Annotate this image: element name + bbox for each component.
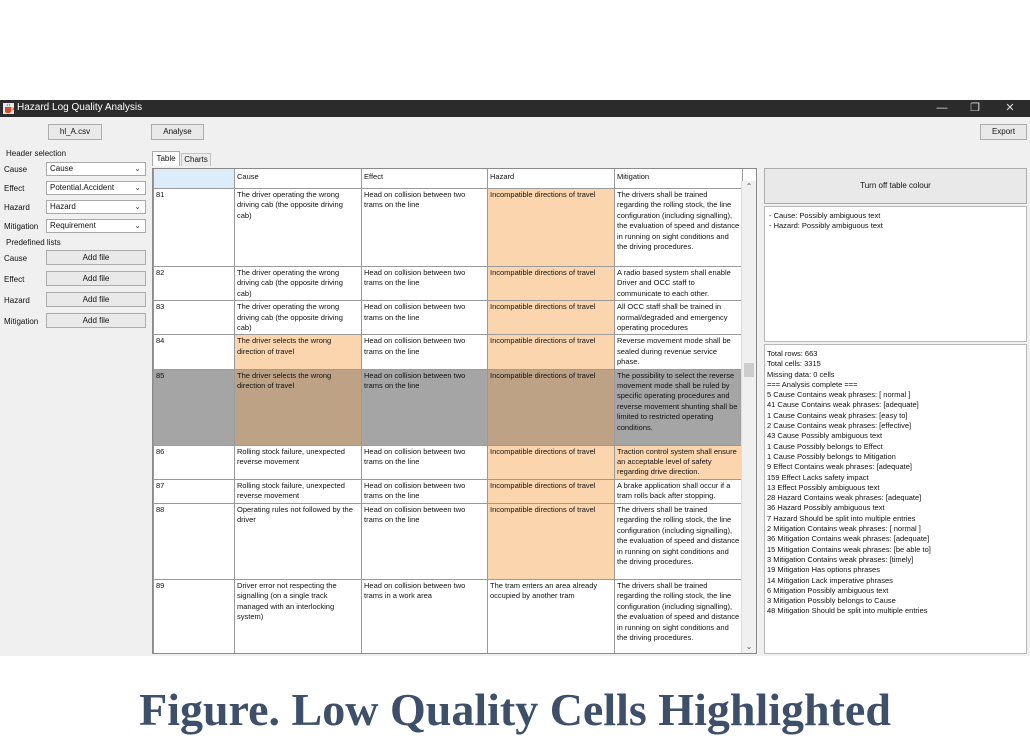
effect-field-label: Effect [4, 184, 25, 193]
mitigation-list-label: Mitigation [4, 317, 39, 326]
add-mitigation-file-button[interactable]: Add file [46, 313, 146, 328]
table-row[interactable] [154, 479, 743, 503]
hazard-cell-flagged[interactable]: Incompatible directions of travel [488, 503, 615, 579]
table-row[interactable] [154, 189, 743, 267]
cause-field-label: Cause [4, 165, 28, 174]
column-header-index[interactable] [154, 169, 235, 189]
effect-cell[interactable]: Head on collision between two trams on the line [362, 503, 488, 579]
summary-line: Missing data: 0 cells [767, 369, 835, 379]
hazard-cell-flagged[interactable]: Incompatible directions of travel [488, 301, 615, 335]
summary-line: 48 Mitigation Should be split into multiple entries [767, 606, 928, 616]
hazard-cell-flagged[interactable]: Incompatible directions of travel [488, 445, 615, 479]
cause-cell[interactable]: The driver operating the wrong driving cab (the opposite driving cab) [235, 267, 362, 301]
chevron-down-icon: ⌄ [134, 164, 141, 173]
hazard-field-label: Hazard [4, 203, 30, 212]
column-header-hazard[interactable]: Hazard [488, 169, 615, 189]
cause-cell-flagged[interactable]: The driver selects the wrong direction of travel [235, 335, 362, 369]
column-header-effect[interactable]: Effect [362, 169, 488, 189]
figure-caption: Figure. Low Quality Cells Highlighted [139, 684, 891, 735]
row-index: 88 [154, 503, 235, 579]
effect-cell[interactable]: Head on collision between two trams on the line [362, 445, 488, 479]
effect-cell[interactable]: Head on collision between two trams on the line [362, 479, 488, 503]
mitigation-cell[interactable]: A brake application shall occur if a tram rolls back after stopping. [615, 479, 743, 503]
analyse-button[interactable]: Analyse [151, 124, 204, 140]
java-icon [3, 103, 14, 114]
summary-line: 159 Effect Lacks safety impact [767, 472, 869, 482]
hazard-cell-flagged[interactable]: Incompatible directions of travel [488, 369, 615, 445]
summary-line: 3 Mitigation Contains weak phrases: [timely] [767, 554, 914, 564]
predefined-lists-label: Predefined lists [6, 238, 61, 247]
scroll-up-icon[interactable]: ⌃ [745, 182, 753, 191]
column-header-mitigation[interactable]: Mitigation [615, 169, 743, 189]
summary-line: 2 Cause Contains weak phrases: [effective] [767, 421, 912, 431]
chevron-down-icon: ⌄ [134, 183, 141, 192]
table-vertical-scrollbar[interactable] [741, 181, 756, 653]
summary-line: 6 Mitigation Possibly ambiguous text [767, 585, 889, 595]
cause-cell[interactable]: Rolling stock failure, unexpected reverse movement [235, 445, 362, 479]
export-button[interactable]: Export [980, 124, 1027, 140]
mitigation-cell[interactable]: The drivers shall be trained regarding the rolling stock, the line configuration (including signalling), the evaluation of speed and distance in running on sight conditions and the driving procedures. [615, 189, 743, 267]
summary-line: 3 Mitigation Possibly belongs to Cause [767, 596, 896, 606]
mitigation-cell[interactable]: The drivers shall be trained regarding the rolling stock, the line configuration (including signalling), the evaluation of speed and distance in running on sight conditions and the driving procedures. [615, 579, 743, 654]
effect-column-select[interactable] [46, 181, 146, 195]
analysis-summary-panel [764, 344, 1027, 654]
summary-line: Total rows: 663 [767, 349, 818, 358]
toggle-table-colour-button[interactable]: Turn off table colour [764, 168, 1027, 204]
row-index: 87 [154, 479, 235, 503]
table-row-selected[interactable] [154, 369, 743, 445]
header-selection-label: Header selection [6, 149, 67, 158]
summary-line: 13 Effect Possibly ambiguous text [767, 482, 880, 492]
row-index: 85 [154, 369, 235, 445]
summary-line: 1 Cause Contains weak phrases: [easy to] [767, 410, 908, 420]
add-effect-file-button[interactable]: Add file [46, 271, 146, 286]
cell-issue-line: - Hazard: Possibly ambiguous text [769, 221, 883, 231]
table-row[interactable] [154, 503, 743, 579]
app-window [0, 100, 1030, 656]
cause-cell-flagged[interactable]: The driver selects the wrong direction of travel [235, 369, 362, 445]
summary-line: 14 Mitigation Lack imperative phrases [767, 575, 893, 585]
restore-button[interactable]: ❐ [970, 102, 980, 114]
effect-cell[interactable]: Head on collision between two trams on the line [362, 301, 488, 335]
table-header-row [154, 169, 743, 189]
mitigation-cell-flagged[interactable]: Traction control system shall ensure an acceptable level of safety regarding drive direction. [615, 445, 743, 479]
hazard-cell-flagged[interactable]: Incompatible directions of travel [488, 335, 615, 369]
mitigation-column-value: Requirement [50, 221, 96, 230]
hazard-cell[interactable]: The tram enters an area already occupied by another tram [488, 579, 615, 654]
summary-line: 36 Mitigation Contains weak phrases: [adequate] [767, 534, 930, 544]
tab-table[interactable]: Table [152, 151, 180, 166]
hazard-cell-flagged[interactable]: Incompatible directions of travel [488, 479, 615, 503]
cause-column-select[interactable] [46, 162, 146, 176]
effect-cell[interactable]: Head on collision between two trams on the line [362, 369, 488, 445]
summary-line: 36 Hazard Possibly ambiguous text [767, 503, 885, 513]
row-index: 82 [154, 267, 235, 301]
hazard-cell-flagged[interactable]: Incompatible directions of travel [488, 267, 615, 301]
add-cause-file-button[interactable]: Add file [46, 250, 146, 265]
column-header-cause[interactable]: Cause [235, 169, 362, 189]
summary-line: 41 Cause Contains weak phrases: [adequate] [767, 400, 919, 410]
hazard-list-label: Hazard [4, 296, 30, 305]
summary-line: 2 Mitigation Contains weak phrases: [ normal ] [767, 524, 921, 534]
cause-cell[interactable]: Driver error not respecting the signalling (on a single track managed with an interlocking system) [235, 579, 362, 654]
mitigation-cell[interactable]: Reverse movement mode shall be sealed during revenue service phase. [615, 335, 743, 369]
chevron-down-icon: ⌄ [134, 221, 141, 230]
summary-line: 1 Cause Possibly belongs to Mitigation [767, 451, 896, 461]
row-index: 83 [154, 301, 235, 335]
cause-list-label: Cause [4, 254, 28, 263]
table-row[interactable] [154, 301, 743, 335]
summary-line: === Analysis complete === [767, 379, 858, 389]
minimize-button[interactable]: — [936, 102, 948, 114]
hazard-cell-flagged[interactable]: Incompatible directions of travel [488, 189, 615, 267]
tab-charts[interactable]: Charts [181, 153, 211, 166]
row-index: 84 [154, 335, 235, 369]
row-index: 89 [154, 579, 235, 654]
effect-list-label: Effect [4, 275, 25, 284]
table-row[interactable] [154, 335, 743, 369]
summary-line: 15 Mitigation Contains weak phrases: [be able to] [767, 544, 931, 554]
row-index: 86 [154, 445, 235, 479]
cause-column-value: Cause [50, 164, 74, 173]
row-index: 81 [154, 189, 235, 267]
table-row[interactable] [154, 579, 743, 654]
effect-column-value: Potential.Accident [50, 183, 115, 192]
scroll-down-icon[interactable]: ⌄ [745, 642, 753, 651]
effect-cell[interactable]: Head on collision between two trams on the line [362, 267, 488, 301]
summary-line: 19 Mitigation Has options phrases [767, 565, 880, 575]
hazard-grid [153, 169, 743, 654]
close-button[interactable]: ✕ [1005, 102, 1015, 114]
summary-line: 1 Cause Possibly belongs to Effect [767, 441, 883, 451]
cause-cell[interactable]: The driver operating the wrong driving cab (the opposite driving cab) [235, 301, 362, 335]
summary-line: 28 Hazard Contains weak phrases: [adequate] [767, 493, 922, 503]
hazard-column-select[interactable] [46, 200, 146, 214]
cell-issues-panel [764, 206, 1027, 342]
table-row[interactable] [154, 267, 743, 301]
summary-line: Total cells: 3315 [767, 359, 821, 369]
mitigation-cell[interactable]: A radio based system shall enable Driver and OCC staff to communicate to each other. [615, 267, 743, 301]
cause-cell[interactable]: Rolling stock failure, unexpected reverse movement [235, 479, 362, 503]
mitigation-cell[interactable]: The drivers shall be trained regarding the rolling stock, the line configuration (including signalling), the evaluation of speed and distance in running on sight conditions and the driving procedures. [615, 503, 743, 579]
effect-cell[interactable]: Head on collision between two trams on the line [362, 189, 488, 267]
summary-line: 5 Cause Contains weak phrases: [ normal ] [767, 390, 911, 400]
title-bar [0, 100, 1030, 117]
hazard-column-value: Hazard [50, 202, 76, 211]
scrollbar-thumb[interactable] [744, 363, 754, 377]
add-hazard-file-button[interactable]: Add file [46, 292, 146, 307]
table-row[interactable] [154, 445, 743, 479]
mitigation-cell[interactable]: All OCC staff shall be trained in normal/degraded and emergency operating procedures [615, 301, 743, 335]
mitigation-field-label: Mitigation [4, 222, 39, 231]
window-title: Hazard Log Quality Analysis [17, 102, 143, 113]
hazard-table[interactable] [152, 168, 757, 654]
mitigation-column-select[interactable] [46, 219, 146, 233]
mitigation-cell[interactable]: The possibility to select the reverse movement mode shall be ruled by specific operating procedures and reverse movement shunting shall be limited to restricted operating conditions. [615, 369, 743, 445]
cause-cell[interactable]: The driver operating the wrong driving cab (the opposite driving cab) [235, 189, 362, 267]
cell-issue-line: - Cause: Possibly ambiguous text [769, 211, 881, 220]
cause-cell[interactable]: Operating rules not followed by the driver [235, 503, 362, 579]
effect-cell[interactable]: Head on collision between two trams in a work area [362, 579, 488, 654]
summary-line: 43 Cause Possibly ambiguous text [767, 431, 883, 441]
open-file-button[interactable]: hl_A.csv [48, 124, 102, 140]
summary-line: 7 Hazard Should be split into multiple entries [767, 513, 916, 523]
summary-line: 9 Effect Contains weak phrases: [adequate] [767, 462, 912, 472]
effect-cell[interactable]: Head on collision between two trams on the line [362, 335, 488, 369]
chevron-down-icon: ⌄ [134, 202, 141, 211]
